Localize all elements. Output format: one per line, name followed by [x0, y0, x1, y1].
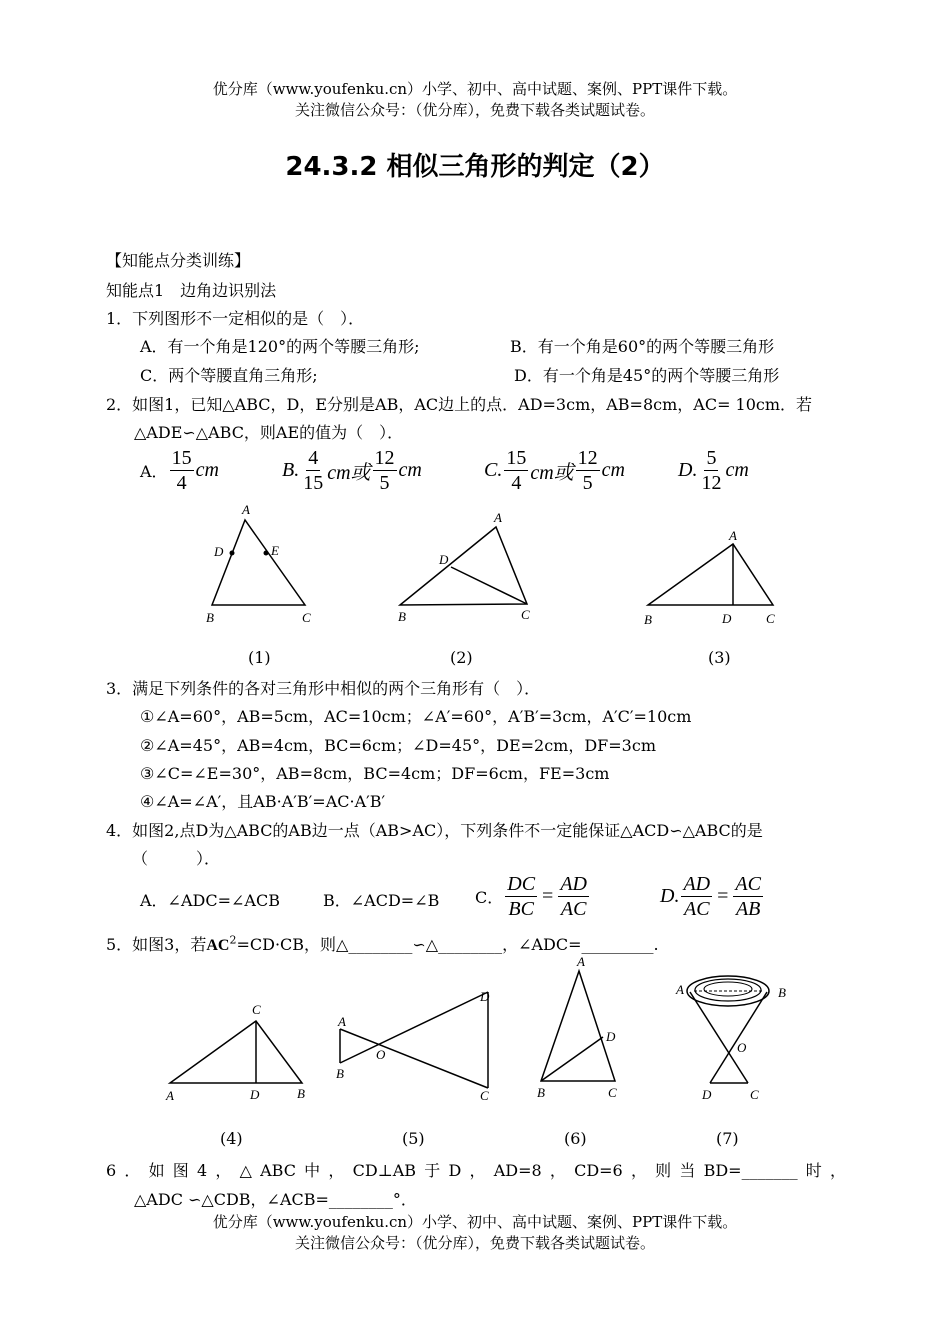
q5-ac: AC	[206, 937, 230, 954]
fig1-point-d	[230, 551, 235, 556]
q4-d-fraction-2	[733, 872, 763, 921]
q2-a-label: A．	[140, 462, 168, 481]
q4-c-num1: DC	[507, 873, 536, 895]
footer-line-1: 优分库（www.youfenku.cn）小学、初中、高中试题、案例、PPT课件下载。	[212, 1213, 738, 1231]
fig7-label-o: O	[737, 1040, 747, 1055]
q2-b-num2: 12	[374, 447, 395, 469]
q4-d-equals: =	[717, 885, 729, 907]
fig6-label-c: C	[608, 1085, 617, 1100]
fig4-label-a: A	[166, 1088, 174, 1103]
q5-sup: 2	[229, 933, 237, 947]
q2-option-a	[140, 446, 219, 495]
q4-d-label: D.	[660, 885, 680, 907]
q2-option-d	[678, 446, 749, 495]
fig2-segment-dc	[451, 567, 527, 604]
q2-c-unit: cm	[601, 459, 625, 481]
figure-7	[675, 976, 786, 1102]
fig4-caption: (4)	[220, 1129, 243, 1148]
fig3-caption: (3)	[708, 648, 731, 667]
fig3-label-a: A	[729, 528, 737, 543]
q6-line-1: 6．如图4，△ABC中，CD⊥AB于D，AD=8，CD=6，则当BD=_______时，	[106, 1161, 846, 1180]
fig7-label-c: C	[750, 1087, 759, 1102]
fig5-segment-bd	[340, 992, 488, 1063]
fig1-label-c: C	[302, 610, 311, 625]
q2-c-num2: 12	[577, 447, 598, 469]
fig5-caption: (5)	[402, 1129, 425, 1148]
fig5-label-c: C	[480, 1088, 489, 1103]
fig5-label-b: B	[336, 1066, 344, 1081]
q2-d-fraction	[699, 446, 723, 495]
q2-d-label: D.	[678, 459, 698, 481]
figure-6	[537, 954, 617, 1100]
fig7-label-a: A	[676, 982, 684, 997]
q2-b-label: B.	[282, 459, 300, 481]
fig7-label-b: B	[778, 985, 786, 1000]
q3-condition-3: ③∠C=∠E=30°，AB=8cm，BC=4cm；DF=6cm，FE=3cm	[140, 764, 610, 783]
header-line-2: 关注微信公众号：（优分库），免费下载各类试题试卷。	[294, 101, 655, 119]
figure-2	[398, 510, 530, 624]
q2-a-unit: cm	[195, 459, 219, 481]
q4-option-a: A．∠ADC=∠ACB	[140, 891, 280, 910]
q6-line-2: △ADC ∽△CDB，∠ACB=________°．	[134, 1190, 417, 1209]
fig1-caption: (1)	[248, 648, 271, 667]
figures-top	[0, 500, 950, 670]
fig1-label-a: A	[242, 502, 250, 517]
q4-option-c	[475, 872, 591, 921]
fig7-label-d: D	[702, 1087, 712, 1102]
q4-c-fraction-2	[558, 872, 589, 921]
section-heading: 【知能点分类训练】	[106, 251, 251, 270]
q2-c-den2: 5	[582, 472, 593, 494]
q3-condition-2: ②∠A=45°，AB=4cm，BC=6cm；∠D=45°，DE=2cm，DF=3cm	[140, 736, 656, 755]
figure-3	[644, 528, 775, 627]
fig5-segment-ac	[340, 1029, 488, 1088]
fig1-label-d: D	[214, 544, 224, 559]
fig7-caption: (7)	[716, 1129, 739, 1148]
q2-c-num1: 15	[506, 447, 527, 469]
q4-stem-line-1: 4．如图2,点D为△ABC的AB边一点（AB>AC），下列条件不一定能保证△ACD∽△ABC的是	[106, 821, 763, 840]
q2-d-den: 12	[701, 472, 722, 494]
fig4-label-d: D	[250, 1087, 260, 1102]
fig5-label-o: O	[376, 1047, 386, 1062]
q2-stem-line-2: △ADE∽△ABC，则AE的值为（ ）．	[134, 423, 404, 442]
q1-option-c: C．两个等腰直角三角形;	[140, 366, 318, 385]
q4-c-label: C．	[475, 888, 504, 907]
q1-option-b: B．有一个角是60°的两个等腰三角形	[510, 337, 775, 356]
q4-d-den1: AC	[684, 898, 710, 920]
footer-line-2: 关注微信公众号：（优分库），免费下载各类试题试卷。	[294, 1234, 655, 1252]
q5-pre: 5．如图3，若	[106, 935, 207, 954]
fig2-label-a: A	[494, 510, 502, 525]
q4-c-den1: BC	[508, 898, 534, 920]
q4-c-den2: AC	[560, 898, 587, 920]
q2-b-unit: cm	[398, 459, 422, 481]
fig2-triangle	[400, 527, 527, 605]
fig1-label-e: E	[271, 543, 279, 558]
fig6-label-a: A	[577, 954, 585, 969]
fig2-label-c: C	[521, 607, 530, 622]
fig7-core-ellipse	[704, 982, 752, 996]
q4-d-fraction-1	[681, 872, 712, 921]
q2-stem-line-1: 2．如图1，已知△ABC，D，E分别是AB，AC边上的点．AD=3cm，AB=8cm，AC= 10cm．若	[106, 395, 813, 414]
fig2-label-d: D	[439, 552, 449, 567]
q2-a-num: 15	[171, 447, 192, 469]
fig6-label-b: B	[537, 1085, 545, 1100]
q3-condition-4: ④∠A=∠A′，且AB·A′B′=AC·A′B′	[140, 792, 386, 811]
q1-option-d: D．有一个角是45°的两个等腰三角形	[514, 366, 780, 385]
q2-a-fraction	[170, 446, 194, 495]
q5-post: =CD·CB，则△________∽△________，∠ADC=_________.	[236, 935, 659, 954]
q4-option-b: B．∠ACD=∠B	[323, 891, 440, 910]
q4-d-num1: AD	[683, 873, 711, 895]
q2-option-b	[282, 446, 422, 495]
q2-option-c	[484, 446, 625, 495]
q4-stem-line-2: （ ）．	[132, 849, 221, 868]
q2-c-fraction-2	[576, 446, 600, 495]
q2-b-fraction-1	[301, 446, 325, 495]
q3-stem: 3．满足下列条件的各对三角形中相似的两个三角形有（ ）．	[106, 679, 541, 698]
q2-b-fraction-2	[373, 446, 397, 495]
q4-c-equals: =	[542, 885, 554, 907]
fig6-triangle	[541, 971, 615, 1081]
q1-stem: 1．下列图形不一定相似的是（ ）．	[106, 309, 365, 328]
figures-bottom	[0, 950, 950, 1120]
fig4-triangle	[170, 1021, 302, 1083]
q2-a-den: 4	[176, 472, 187, 494]
q2-c-mid: cm或	[530, 462, 574, 484]
figure-4	[165, 1002, 305, 1103]
fig5-label-a: A	[338, 1014, 346, 1029]
q3-condition-1: ①∠A=60°，AB=5cm，AC=10cm；∠A′=60°，A′B′=3cm，A′C′=10cm	[140, 707, 692, 726]
page-title: 24.3.2 相似三角形的判定（2）	[285, 152, 665, 182]
q4-d-den2: AB	[735, 898, 761, 920]
q2-c-label: C.	[484, 459, 503, 481]
fig2-caption: (2)	[450, 648, 473, 667]
fig1-label-b: B	[206, 610, 214, 625]
q1-option-a: A．有一个角是120°的两个等腰三角形;	[140, 337, 420, 356]
fig1-point-e	[264, 551, 269, 556]
fig4-label-c: C	[252, 1002, 261, 1017]
q4-c-num2: AD	[560, 873, 587, 895]
q2-b-mid: cm或	[327, 462, 371, 484]
fig1-triangle	[212, 520, 305, 605]
figure-1	[206, 502, 311, 625]
fig2-label-b: B	[398, 609, 406, 624]
fig6-caption: (6)	[564, 1129, 587, 1148]
fig3-label-b: B	[644, 612, 652, 627]
q2-c-den1: 4	[511, 472, 522, 494]
fig5-label-d: D	[480, 989, 490, 1004]
q4-option-d	[660, 872, 765, 921]
q2-d-unit: cm	[725, 459, 749, 481]
q2-b-den2: 5	[379, 472, 390, 494]
q4-c-fraction-1	[505, 872, 537, 921]
q4-d-num2: AC	[735, 873, 761, 895]
q2-c-fraction-1	[504, 446, 528, 495]
figure-5	[336, 989, 490, 1103]
fig6-segment-bd	[541, 1037, 603, 1081]
knowledge-point-1: 知能点1 边角边识别法	[106, 281, 277, 300]
q2-b-den1: 15	[303, 472, 324, 494]
header-line-1: 优分库（www.youfenku.cn）小学、初中、高中试题、案例、PPT课件下载。	[212, 80, 738, 98]
fig3-label-d: D	[722, 611, 732, 626]
fig3-triangle	[648, 544, 773, 605]
fig6-label-d: D	[606, 1029, 616, 1044]
fig4-label-b: B	[297, 1086, 305, 1101]
fig3-label-c: C	[766, 611, 775, 626]
q2-b-num1: 4	[308, 447, 319, 469]
q2-d-num: 5	[706, 447, 717, 469]
